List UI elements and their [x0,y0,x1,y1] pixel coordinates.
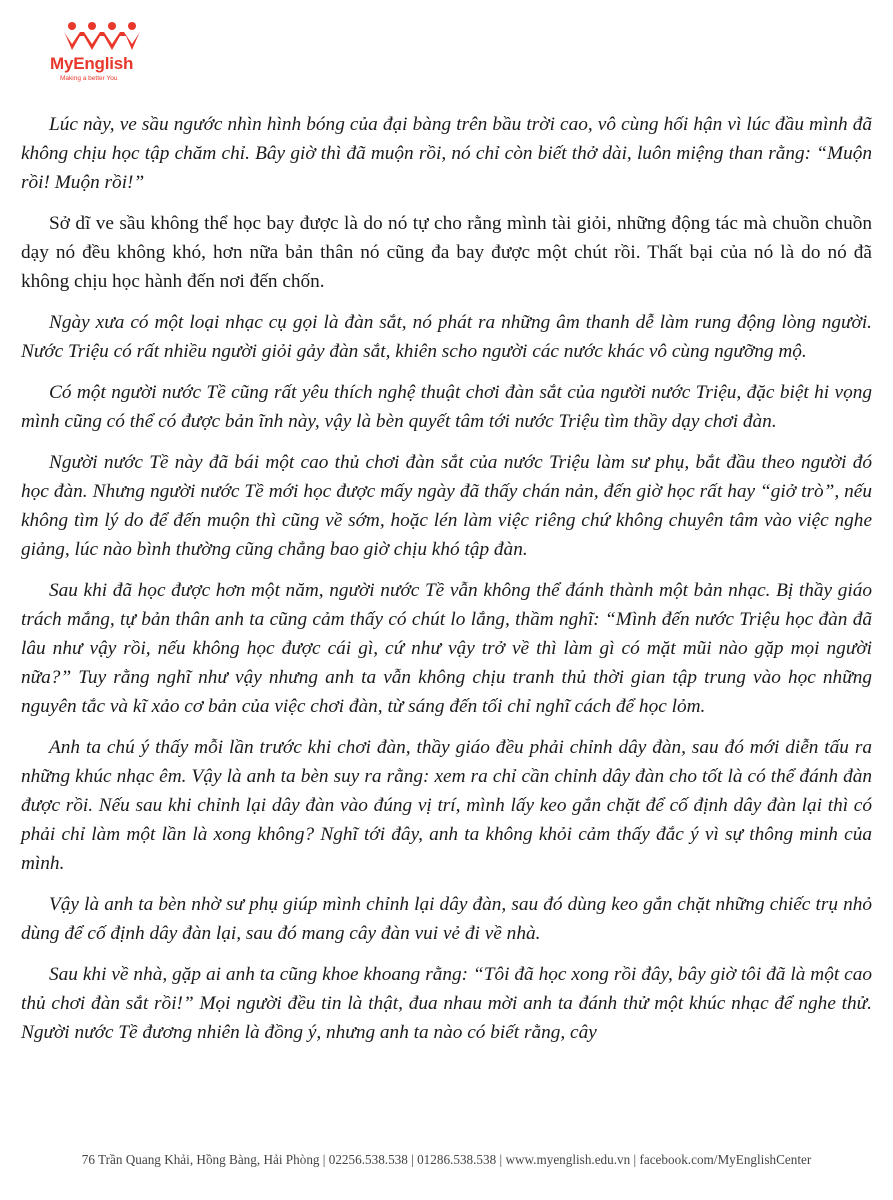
myenglish-logo [50,20,160,90]
paragraph-1: Lúc này, ve sầu ngước nhìn hình bóng của đại bàng trên bầu trời cao, vô cùng hối hận vì lúc đầu mình đã không chịu học tập chăm chỉ. Bây giờ thì đã muộn rồi, nó chỉ còn biết thở dài, luôn miệng than rằng: “Muộn rồi! Muộn rồi!” [21,114,872,193]
paragraph-8: Vậy là anh ta bèn nhờ sư phụ giúp mình chỉnh lại dây đàn, sau đó dùng keo gắn chặt những chiếc trụ nhỏ dùng để cố định dây đàn lại, sau đó mang cây đàn vui vẻ đi về nhà. [21,894,872,944]
contact-footer: 76 Trần Quang Khải, Hồng Bàng, Hải Phòng | 02256.538.538 | 01286.538.538 | www.myenglish.edu.vn | facebook.com/MyEnglishCenter [81,1152,812,1167]
paragraph-6: Sau khi đã học được hơn một năm, người nước Tề vẫn không thể đánh thành một bản nhạc. Bị thầy giáo trách mắng, tự bản thân anh ta cũng cảm thấy có chút lo lắng, thầm nghĩ: “Mình đến nước Triệu học đàn đã lâu như vậy rồi, nếu không học được cái gì, cứ như vậy trở về thì làm gì có mặt mũi nào gặp mọi người nữa?” Tuy rằng nghĩ như vậy nhưng anh ta vẫn không chịu tranh thủ thời gian tập trung vào học những nguyên tắc và kĩ xảo cơ bản của việc chơi đàn, từ sáng đến tối chỉ nghĩ cách để học lỏm. [21,580,872,717]
paragraph-9: Sau khi về nhà, gặp ai anh ta cũng khoe khoang rằng: “Tôi đã học xong rồi đây, bây giờ tôi đã là một cao thủ chơi đàn sắt rồi!” Mọi người đều tin là thật, đua nhau mời anh ta đánh thử một khúc nhạc để nghe thử. Người nước Tề đương nhiên là đồng ý, nhưng anh ta nào có biết rằng, cây [21,964,872,1043]
brand-tagline: Making a better You [60,75,118,82]
paragraph-2: Sở dĩ ve sầu không thể học bay được là do nó tự cho rằng mình tài giỏi, những động tác mà chuồn chuồn dạy nó đều không khó, hơn nữa bản thân nó cũng đa bay được một chút rồi. Thất bại của nó là do nó đã không chịu học hành đến nơi đến chốn. [21,213,872,292]
paragraph-3: Ngày xưa có một loại nhạc cụ gọi là đàn sắt, nó phát ra những âm thanh dễ làm rung động lòng người. Nước Triệu có rất nhiều người giỏi gảy đàn sắt, khiên scho người các nước khác vô cùng ngưỡng mộ. [21,312,872,362]
brand-name: MyEnglish [50,54,134,73]
people-logo-icon [62,20,142,52]
paragraph-7: Anh ta chú ý thấy mỗi lần trước khi chơi đàn, thầy giáo đều phải chỉnh dây đàn, sau đó mới diễn tấu ra những khúc nhạc êm. Vậy là anh ta bèn suy ra rằng: xem ra chỉ cần chỉnh dây đàn cho tốt là có thể đánh đàn được rồi. Nếu sau khi chỉnh lại dây đàn vào đúng vị trí, mình lấy keo gắn chặt để cố định dây đàn lại thì có phải chỉ làm một lần là xong không? Nghĩ tới đây, anh ta không khỏi cảm thấy đắc ý vì sự thông minh của mình. [21,737,872,874]
paragraph-5: Người nước Tề này đã bái một cao thủ chơi đàn sắt của nước Triệu làm sư phụ, bắt đầu theo người đó học đàn. Nhưng người nước Tề mới học được mấy ngày đã thấy chán nản, đến giờ học rất hay “giở trò”, nếu không tìm lý do để đến muộn thì cũng về sớm, hoặc lén làm việc riêng chứ không chuyên tâm vào việc nghe giảng, lúc nào bình thường cũng chẳng bao giờ chịu khó tập đàn. [21,452,872,560]
paragraph-4: Có một người nước Tề cũng rất yêu thích nghệ thuật chơi đàn sắt của người nước Triệu, đặc biệt hi vọng mình cũng có thể có được bản ĩnh này, vậy là bèn quyết tâm tới nước Triệu tìm thầy dạy chơi đàn. [21,382,872,432]
story-body [21,110,872,1059]
